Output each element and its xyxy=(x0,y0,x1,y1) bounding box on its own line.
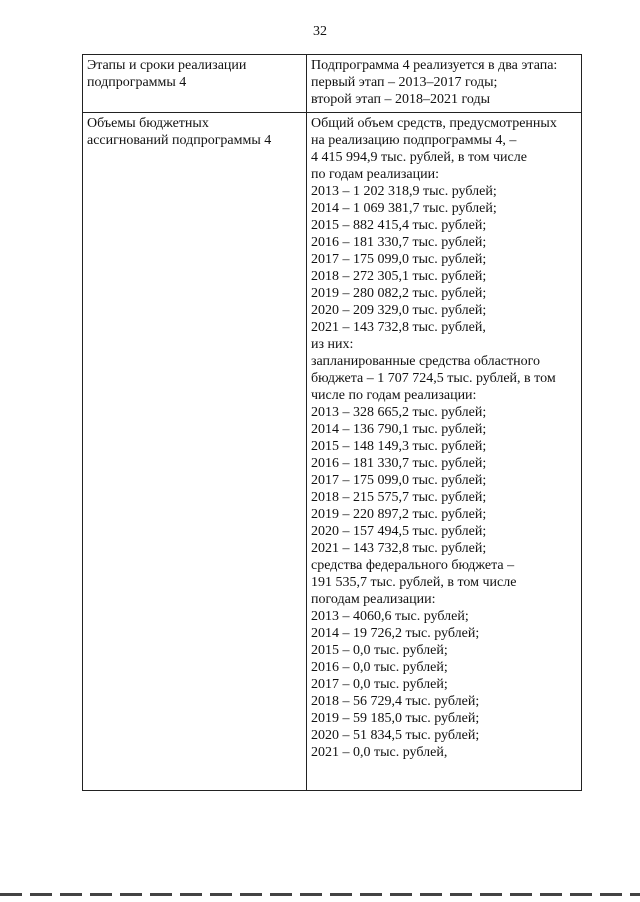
row-label-cell xyxy=(83,55,307,113)
row-value-line: первый этап – 2013–2017 годы; xyxy=(311,75,498,90)
row-value-line: 2016 – 181 330,7 тыс. рублей; xyxy=(311,456,487,471)
row-value-line: средства федерального бюджета – xyxy=(311,558,515,573)
row-label-line: ассигнований подпрограммы 4 xyxy=(87,133,272,148)
row-value-line: 2015 – 148 149,3 тыс. рублей; xyxy=(311,439,487,454)
row-value-line: Подпрограмма 4 реализуется в два этапа: xyxy=(311,58,558,73)
table-row-stages xyxy=(83,55,582,113)
row-value-line: 2016 – 0,0 тыс. рублей; xyxy=(311,660,448,675)
row-value-line: 2014 – 136 790,1 тыс. рублей; xyxy=(311,422,487,437)
row-value-line: по годам реализации: xyxy=(311,167,439,182)
row-value-line: 2015 – 0,0 тыс. рублей; xyxy=(311,643,448,658)
row-label-line: Этапы и сроки реализации xyxy=(87,58,247,73)
row-value-line: 2019 – 220 897,2 тыс. рублей; xyxy=(311,507,487,522)
row-value-line: 2018 – 215 575,7 тыс. рублей; xyxy=(311,490,487,505)
row-value-line: 2021 – 143 732,8 тыс. рублей, xyxy=(311,320,486,335)
row-value-line: 2017 – 175 099,0 тыс. рублей; xyxy=(311,473,487,488)
row-value-line: 4 415 994,9 тыс. рублей, в том числе xyxy=(311,150,527,165)
row-label-line: подпрограммы 4 xyxy=(87,75,187,90)
row-value-line: 2020 – 157 494,5 тыс. рублей; xyxy=(311,524,487,539)
row-value-line: 2020 – 209 329,0 тыс. рублей; xyxy=(311,303,487,318)
row-value-line: второй этап – 2018–2021 годы xyxy=(311,92,491,107)
row-value-line: 2021 – 0,0 тыс. рублей, xyxy=(311,745,448,760)
row-value-line: 2014 – 19 726,2 тыс. рублей; xyxy=(311,626,480,641)
row-value-line: 2019 – 59 185,0 тыс. рублей; xyxy=(311,711,480,726)
row-value-line: бюджета – 1 707 724,5 тыс. рублей, в том xyxy=(311,371,556,386)
row-value-line: 2013 – 328 665,2 тыс. рублей; xyxy=(311,405,487,420)
row-value-line: 2021 – 143 732,8 тыс. рублей; xyxy=(311,541,487,556)
row-value-line: на реализацию подпрограммы 4, – xyxy=(311,133,517,148)
row-value-cell xyxy=(307,55,582,113)
row-value-line: 2014 – 1 069 381,7 тыс. рублей; xyxy=(311,201,497,216)
row-value-line: 2017 – 0,0 тыс. рублей; xyxy=(311,677,448,692)
row-value-cell xyxy=(307,113,582,791)
row-value-line: числе по годам реализации: xyxy=(311,388,477,403)
table-row-budget xyxy=(83,113,582,791)
row-value-line: Общий объем средств, предусмотренных xyxy=(311,116,557,131)
row-label-cell xyxy=(83,113,307,791)
row-value-line: 2017 – 175 099,0 тыс. рублей; xyxy=(311,252,487,267)
row-value-line: 191 535,7 тыс. рублей, в том числе xyxy=(311,575,517,590)
row-value-line: из них: xyxy=(311,337,354,352)
row-value-line: погодам реализации: xyxy=(311,592,436,607)
row-value-line: 2015 – 882 415,4 тыс. рублей; xyxy=(311,218,487,233)
row-value-line: 2016 – 181 330,7 тыс. рублей; xyxy=(311,235,487,250)
row-label-line: Объемы бюджетных xyxy=(87,116,209,131)
row-value-line: 2013 – 4060,6 тыс. рублей; xyxy=(311,609,469,624)
row-value-line: 2019 – 280 082,2 тыс. рублей; xyxy=(311,286,487,301)
scan-edge-artifact xyxy=(0,893,640,896)
subprogram-passport-table xyxy=(82,54,582,791)
row-value-line: 2018 – 56 729,4 тыс. рублей; xyxy=(311,694,480,709)
row-value-line: 2020 – 51 834,5 тыс. рублей; xyxy=(311,728,480,743)
row-value-line: 2013 – 1 202 318,9 тыс. рублей; xyxy=(311,184,497,199)
page-number: 32 xyxy=(313,24,327,39)
row-value-line: 2018 – 272 305,1 тыс. рублей; xyxy=(311,269,487,284)
row-value-line: запланированные средства областного xyxy=(311,354,541,369)
